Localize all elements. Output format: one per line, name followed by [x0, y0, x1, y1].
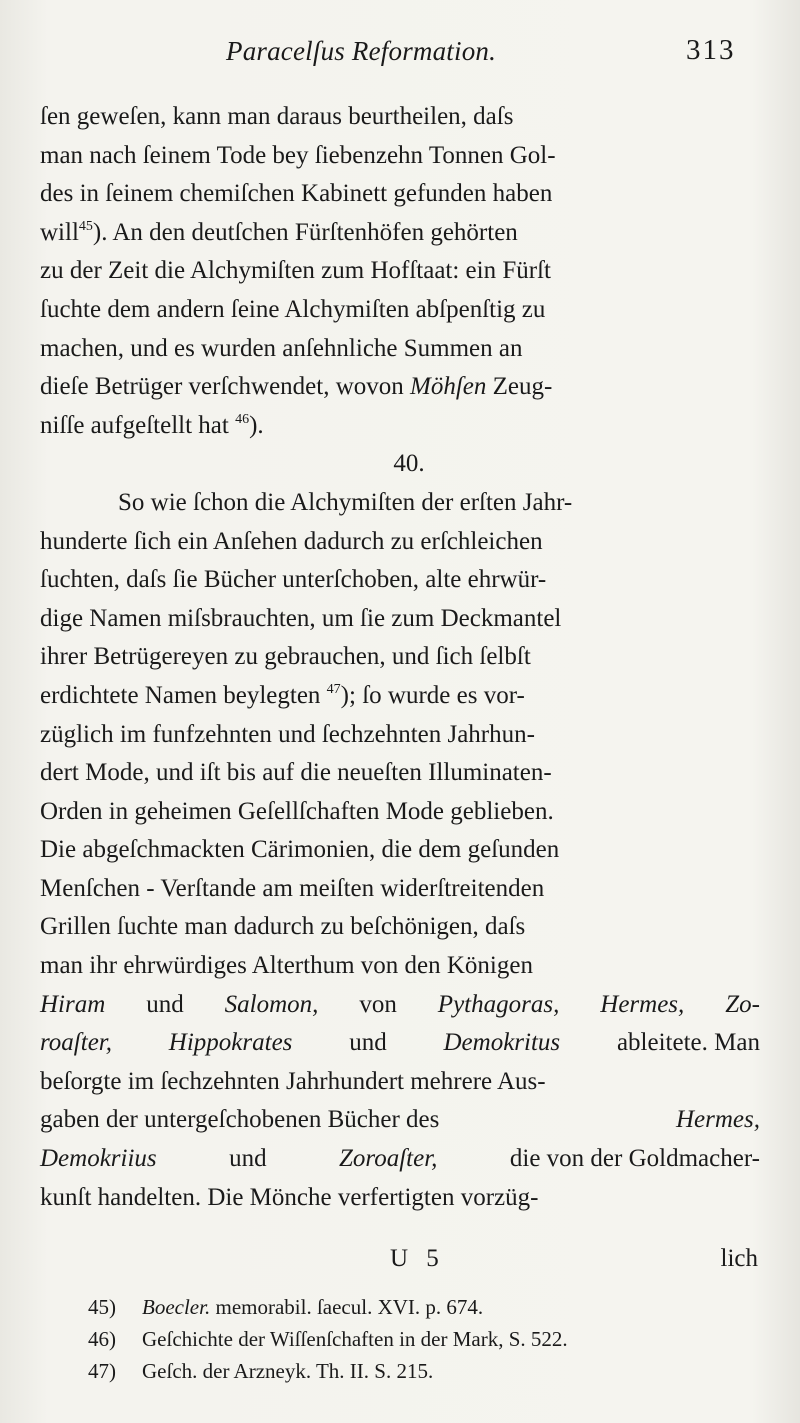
text-line — [40, 137, 760, 176]
body-text — [40, 98, 760, 1217]
text-fragment: ); ſo wurde es vor- — [340, 681, 525, 709]
text-line — [40, 1063, 760, 1102]
text-line — [40, 484, 760, 523]
name-hermes: Hermes, — [675, 1106, 760, 1134]
footnote — [88, 1323, 788, 1355]
text-fragment: ). An den deutſchen Fürſtenhöfen gehörten — [92, 218, 518, 246]
text-line-content: man nach ſeinem Tode bey ſiebenzehn Tonnen Gol- — [40, 141, 556, 169]
text-line-content: man ihr ehrwürdiges Alterthum von den Königen — [40, 952, 533, 980]
footnote-author: Boecler. — [142, 1295, 211, 1319]
text-line-content: kunſt handelten. Die Mönche verfertigten vorzüg- — [40, 1183, 539, 1211]
footnote-text: Geſch. der Arzneyk. Th. II. S. 215. — [142, 1359, 434, 1383]
footnotes — [88, 1291, 788, 1387]
text-fragment: ). — [249, 411, 264, 439]
text-line-content: dert Mode, und iſt bis auf die neueſten Illuminaten- — [40, 759, 552, 787]
text-line — [40, 908, 760, 947]
page-number: 313 — [686, 34, 736, 66]
text-line — [40, 831, 760, 870]
footnote-number: 45) — [88, 1295, 116, 1319]
text-line-content: hunderte ſich ein Anſehen dadurch zu erſchleichen — [40, 527, 543, 555]
text-line — [40, 1101, 760, 1140]
text-line-content: Orden in geheimen Geſellſchaften Mode geblieben. — [40, 797, 554, 825]
text-line — [40, 1024, 760, 1063]
text-line-content: machen, und es wurden anſehnliche Summen an — [40, 334, 523, 362]
text-line — [40, 252, 760, 291]
text-line-content: ihrer Betrügereyen zu gebrauchen, und ſich ſelbſt — [40, 643, 531, 671]
text-line — [40, 677, 760, 716]
name-salomon: Salomon, — [224, 990, 319, 1018]
text-line — [40, 1140, 760, 1179]
name-zoroaster: Zoroaſter, — [339, 1145, 438, 1173]
footnote-mark: 45 — [78, 218, 93, 234]
text-line — [40, 561, 760, 600]
text-line-content: zu der Zeit die Alchymiſten zum Hofſtaat: ein Fürſt — [40, 257, 551, 285]
footnote — [88, 1355, 788, 1387]
text-line-content: beſorgte im ſechzehnten Jahrhundert mehrere Aus- — [40, 1067, 546, 1095]
text-line-content: dige Namen miſsbrauchten, um ſie zum Deckmantel — [40, 604, 562, 632]
section-number: 40. — [393, 450, 425, 478]
name-hermes: Hermes, — [600, 990, 685, 1018]
name-zoroaster-end: roaſter, — [40, 1029, 112, 1057]
text-fragment: ableitete. Man — [616, 1029, 760, 1057]
running-title: Paracelſus Reformation. — [226, 36, 497, 66]
text-line-content: ſuchte dem andern ſeine Alchymiſten abſpenſtig zu — [40, 295, 546, 323]
text-fragment: und — [229, 1145, 267, 1173]
signature-mark: U 5 — [390, 1245, 445, 1272]
text-fragment: gaben der untergeſchobenen Bücher des — [40, 1106, 440, 1134]
footnote-mark: 46 — [235, 411, 250, 427]
footnote — [88, 1291, 788, 1323]
text-line — [40, 600, 760, 639]
text-line-content: ſen geweſen, kann man daraus beurtheilen, daſs — [40, 103, 514, 130]
page-header — [0, 34, 800, 74]
text-line — [40, 793, 760, 832]
text-fragment: erdichtete Namen beylegten — [40, 681, 321, 709]
footnote-number: 46) — [88, 1327, 116, 1351]
name-demokritus: Demokritus — [443, 1029, 561, 1057]
text-line — [40, 291, 760, 330]
text-line — [40, 1179, 760, 1218]
text-line — [40, 407, 760, 446]
text-line-content — [40, 677, 525, 716]
text-line-content — [40, 407, 264, 446]
text-line — [40, 947, 760, 986]
text-line — [40, 98, 760, 137]
name-zoroaster-start: Zo- — [725, 990, 760, 1018]
footnote-text: memorabil. ſaecul. XVI. p. 674. — [215, 1295, 484, 1319]
text-line — [40, 870, 760, 909]
text-line — [40, 330, 760, 369]
text-fragment: Zeug- — [492, 373, 553, 401]
text-line — [40, 638, 760, 677]
text-line-content — [40, 214, 518, 253]
text-fragment: und — [146, 990, 184, 1018]
name-pythagoras: Pythagoras, — [437, 990, 560, 1018]
name-hiram: Hiram — [40, 990, 106, 1018]
footnote-text: Geſchichte der Wiſſenſchaften in der Mark, S. 522. — [142, 1327, 568, 1351]
text-line — [40, 368, 760, 407]
text-line-content: Menſchen - Verſtande am meiſten widerſtreitenden — [40, 874, 545, 902]
catchword: lich — [720, 1245, 758, 1272]
text-fragment: niſſe aufgeſtellt hat — [40, 411, 229, 439]
text-line — [40, 175, 760, 214]
text-fragment: die von der Goldmacher- — [509, 1145, 760, 1173]
name-hippokrates: Hippokrates — [168, 1029, 293, 1057]
text-fragment: von — [359, 990, 397, 1018]
text-line — [40, 523, 760, 562]
footnote-mark: 47 — [326, 681, 341, 697]
text-line-content: So wie ſchon die Alchymiſten der erſten Jahr- — [118, 488, 573, 516]
text-line — [40, 214, 760, 253]
name-demokritus: Demokriius — [40, 1145, 157, 1173]
text-line-content: Grillen ſuchte man dadurch zu beſchönigen, daſs — [40, 913, 526, 941]
text-line-content: ſuchten, daſs ſie Bücher unterſchoben, alte ehrwür- — [40, 566, 547, 594]
text-line — [40, 986, 760, 1025]
text-fragment: will — [40, 218, 79, 246]
text-line-content: des in ſeinem chemiſchen Kabinett gefunden haben — [40, 180, 553, 208]
author-name: Möhſen — [410, 373, 487, 401]
text-line-content: Die abgeſchmackten Cärimonien, die dem geſunden — [40, 836, 560, 864]
footnote-number: 47) — [88, 1359, 116, 1383]
text-fragment: dieſe Betrüger verſchwendet, wovon — [40, 373, 404, 401]
text-line — [40, 716, 760, 755]
text-line — [40, 754, 760, 793]
text-fragment: und — [349, 1029, 387, 1057]
text-line-content — [40, 368, 552, 407]
text-line-content: züglich im funfzehnten und ſechzehnten Jahrhun- — [40, 720, 535, 748]
signature-line — [40, 1240, 760, 1278]
